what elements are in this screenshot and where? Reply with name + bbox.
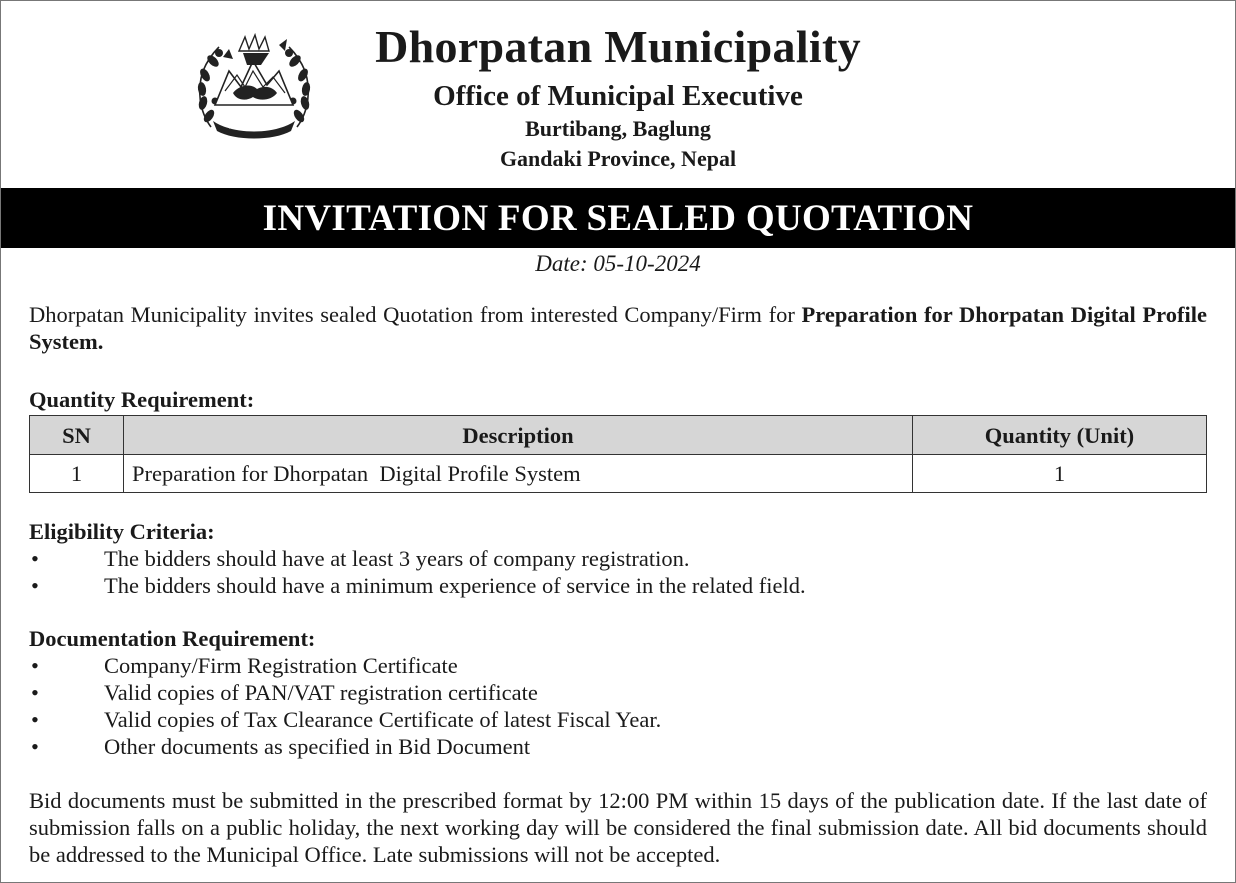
bullet-icon: •	[31, 707, 39, 732]
address-line-2: Gandaki Province, Nepal	[499, 146, 737, 171]
cell-description: Preparation for Dhorpatan Digital Profile System	[124, 455, 913, 493]
list-item-text: Other documents as specified in Bid Document	[104, 734, 531, 759]
list-item	[29, 679, 1207, 706]
list-item	[29, 733, 1207, 760]
intro-project-name: Preparation for Dhorpatan Digital Profile System.	[29, 302, 1207, 354]
address-line-1: Burtibang, Baglung	[525, 116, 711, 141]
office-name: Office of Municipal Executive	[433, 80, 803, 112]
intro-text: Dhorpatan Municipality invites sealed Quotation from interested Company/Firm for	[29, 302, 802, 327]
municipality-name: Dhorpatan Municipality	[375, 21, 861, 72]
list-item-text: The bidders should have at least 3 years of company registration.	[104, 546, 690, 571]
table-row	[30, 455, 1207, 493]
closing-paragraph: Bid documents must be submitted in the prescribed format by 12:00 PM within 15 days of the publication date. If the last date of submission falls on a public holiday, the next working day will be considered the final submission date. All bid documents should be addressed to the Municipal Office. Late submissions will not be accepted.	[29, 788, 1207, 867]
eligibility-list	[29, 545, 1207, 599]
documentation-list	[29, 652, 1207, 760]
quantity-table	[29, 415, 1207, 493]
list-item-text: Company/Firm Registration Certificate	[104, 653, 458, 678]
eligibility-heading: Eligibility Criteria:	[29, 519, 215, 544]
list-item-text: The bidders should have a minimum experience of service in the related field.	[104, 573, 806, 598]
list-item	[29, 706, 1207, 733]
bullet-icon: •	[31, 546, 39, 571]
intro-paragraph	[29, 301, 1207, 355]
list-item-text: Valid copies of Tax Clearance Certificate of latest Fiscal Year.	[104, 707, 662, 732]
column-header-quantity: Quantity (Unit)	[913, 416, 1207, 455]
letterhead	[1, 1, 1235, 188]
quantity-heading: Quantity Requirement:	[29, 387, 255, 412]
notice-title: INVITATION FOR SEALED QUOTATION	[262, 198, 974, 239]
list-item	[29, 545, 1207, 572]
column-header-sn: SN	[30, 416, 124, 455]
list-item-text: Valid copies of PAN/VAT registration certificate	[104, 680, 538, 705]
cell-quantity: 1	[913, 455, 1207, 493]
column-header-description: Description	[124, 416, 913, 455]
list-item	[29, 572, 1207, 599]
bullet-icon: •	[31, 573, 39, 598]
list-item	[29, 652, 1207, 679]
bullet-icon: •	[31, 680, 39, 705]
notice-body	[29, 301, 1207, 868]
bullet-icon: •	[31, 734, 39, 759]
notice-title-banner	[1, 188, 1235, 248]
documentation-heading: Documentation Requirement:	[29, 626, 316, 651]
table-header-row	[30, 416, 1207, 455]
bullet-icon: •	[31, 653, 39, 678]
cell-sn: 1	[30, 455, 124, 493]
notice-date: Date: 05-10-2024	[535, 251, 701, 276]
